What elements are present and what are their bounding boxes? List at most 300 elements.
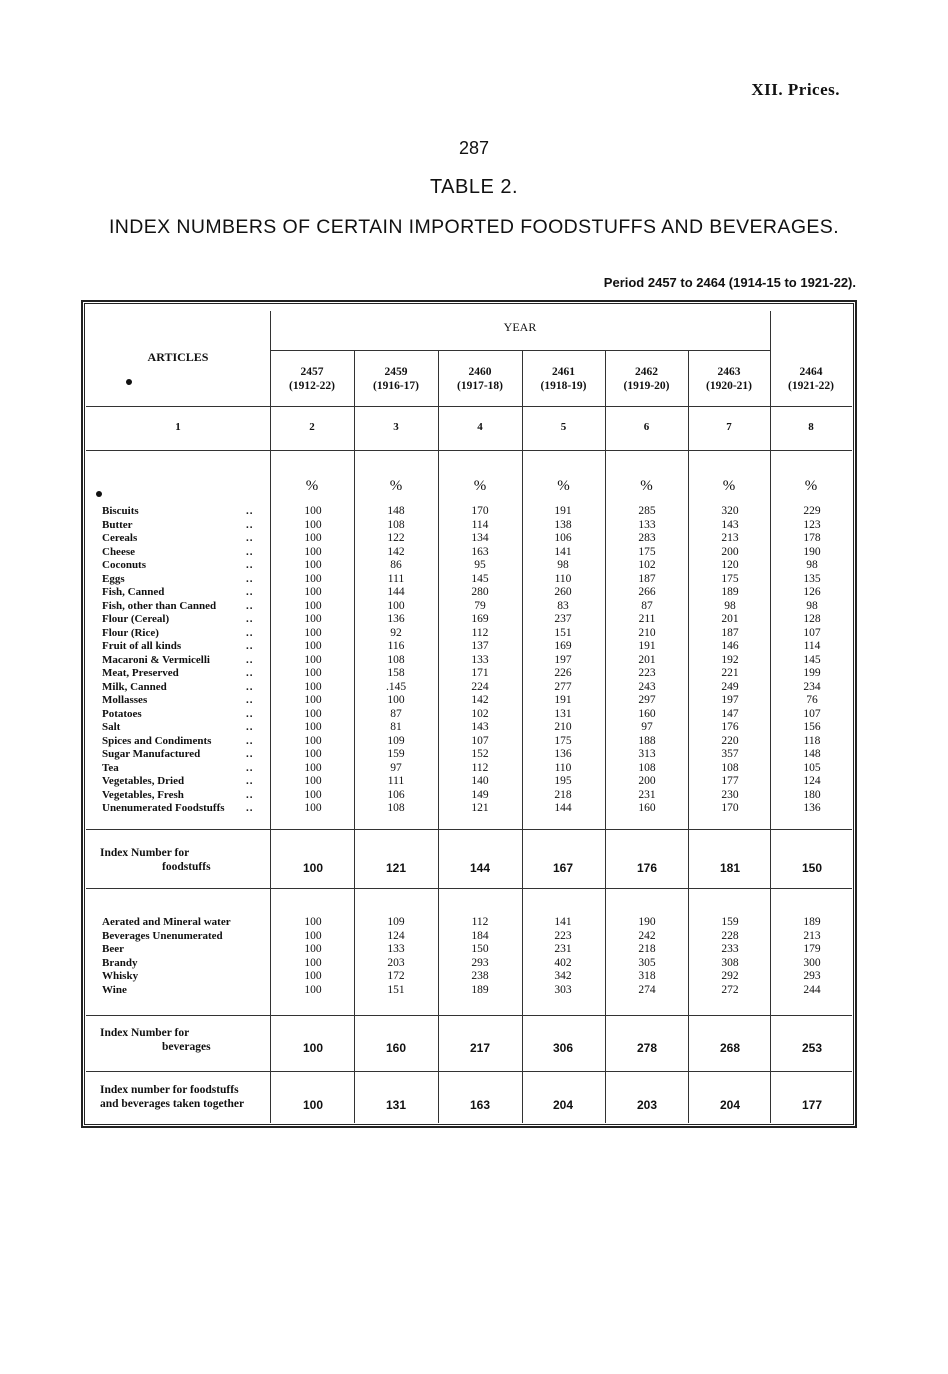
foodstuff-row-label: Tea	[102, 761, 119, 774]
leader-dots: ..	[246, 788, 254, 801]
foodstuff-row-value: 100	[304, 505, 322, 517]
foodstuffs-index-value: 150	[801, 861, 823, 875]
beverage-row-label: Brandy	[102, 956, 138, 969]
foodstuff-row-value: 128	[803, 613, 821, 625]
foodstuff-row-value: 81	[390, 721, 402, 733]
foodstuff-row-value: 105	[803, 761, 821, 774]
column-number: 1	[175, 421, 181, 433]
beverage-row-value: 141	[554, 916, 572, 928]
foodstuff-row-value: 187	[721, 626, 739, 639]
foodstuff-row-value: 142	[471, 694, 489, 706]
foodstuff-row-value: 140	[471, 775, 489, 787]
foodstuff-row-value: 175	[638, 545, 656, 558]
foodstuff-row-value: 100	[304, 532, 322, 544]
foodstuff-row-label: Eggs	[102, 572, 125, 585]
beverage-row-value: 100	[304, 956, 322, 969]
column-period: (1916-17)	[373, 380, 419, 392]
bullet-mark	[126, 379, 132, 385]
row-divider	[86, 829, 852, 830]
beverage-row-value: 112	[471, 916, 489, 928]
foodstuff-row-label: Cheese	[102, 545, 135, 558]
beverage-row-value: 213	[803, 929, 821, 942]
foodstuff-row-value: 226	[554, 667, 572, 679]
beverage-row-value: 100	[304, 983, 322, 996]
beverages-index-label-line2: beverages	[162, 1041, 211, 1053]
beverage-row-value: 402	[554, 956, 572, 969]
foodstuff-row-value: 100	[304, 680, 322, 693]
foodstuff-row-label: Salt	[102, 721, 121, 733]
beverage-row-label: Wine	[102, 983, 127, 996]
foodstuff-row-value: 100	[304, 559, 322, 571]
foodstuff-row-value: 112	[471, 626, 489, 639]
foodstuff-row-value: 159	[387, 748, 405, 760]
foodstuff-row-label: Potatoes	[102, 707, 142, 720]
leader-dots: ..	[246, 748, 254, 760]
foodstuff-row-value: 141	[554, 545, 572, 558]
foodstuff-row-value: 87	[390, 707, 402, 720]
foodstuff-row-value: 100	[387, 694, 405, 706]
foodstuff-row-value: 133	[471, 653, 489, 666]
beverage-row-label: Whisky	[102, 970, 139, 982]
foodstuff-row-value: 137	[471, 640, 489, 652]
foodstuff-row-value: 313	[638, 748, 656, 760]
foodstuff-row-value: 100	[304, 788, 322, 801]
beverages-index-value: 253	[801, 1041, 823, 1055]
foodstuff-row-value: 86	[390, 559, 402, 571]
foodstuff-row-value: 223	[638, 667, 656, 679]
foodstuff-row-value: 142	[387, 545, 405, 558]
foodstuff-row-value: 151	[554, 626, 572, 639]
foodstuff-row-value: 131	[554, 707, 572, 720]
leader-dots: ..	[246, 599, 254, 612]
foodstuff-row-value: 320	[721, 505, 739, 517]
foodstuff-row-value: 175	[554, 734, 572, 747]
foodstuff-row-value: 135	[803, 572, 821, 585]
foodstuff-row-value: 126	[803, 586, 821, 598]
foodstuff-row-value: 136	[387, 613, 405, 625]
foodstuff-row-value: 100	[304, 667, 322, 679]
foodstuff-row-value: 178	[803, 532, 821, 544]
foodstuff-row-value: 100	[304, 734, 322, 747]
foodstuff-row-value: 177	[721, 775, 739, 787]
foodstuff-row-value: 143	[471, 721, 489, 733]
foodstuff-row-value: 118	[803, 734, 821, 747]
row-divider	[86, 450, 852, 451]
foodstuff-row-value: 152	[471, 748, 489, 760]
beverage-row-value: 223	[554, 929, 572, 942]
foodstuff-row-value: 92	[390, 626, 402, 639]
foodstuff-row-value: 100	[304, 586, 322, 598]
combined-index-value: 100	[302, 1098, 324, 1112]
foodstuff-row-value: 76	[806, 694, 818, 706]
foodstuff-row-value: 163	[471, 545, 489, 558]
foodstuff-row-value: 148	[803, 748, 821, 760]
column-period: (1920-21)	[706, 380, 752, 392]
foodstuff-row-value: 110	[554, 572, 572, 585]
foodstuff-row-value: 102	[638, 559, 656, 571]
foodstuff-row-value: 123	[803, 518, 821, 531]
foodstuff-row-value: 100	[304, 707, 322, 720]
foodstuff-row-value: 106	[554, 532, 572, 544]
foodstuff-row-value: 210	[554, 721, 572, 733]
row-divider	[270, 350, 770, 351]
foodstuff-row-value: 180	[803, 788, 821, 801]
beverage-row-value: 272	[721, 983, 739, 996]
column-number: 6	[643, 421, 650, 433]
foodstuff-row-value: 266	[638, 586, 656, 598]
beverage-row-value: 300	[803, 956, 821, 969]
foodstuff-row-value: 200	[721, 545, 739, 558]
leader-dots: ..	[246, 545, 254, 558]
combined-index-value: 177	[801, 1098, 823, 1112]
beverages-index-value: 268	[719, 1041, 741, 1055]
column-year: 2461	[552, 366, 575, 378]
foodstuff-row-value: 357	[721, 748, 739, 760]
beverages-index-value: 100	[302, 1041, 324, 1055]
foodstuff-row-value: 176	[721, 721, 739, 733]
foodstuff-row-label: Vegetables, Fresh	[102, 788, 184, 801]
beverage-row-value: 308	[721, 956, 739, 969]
foodstuff-row-value: 116	[387, 640, 405, 652]
column-number: 7	[726, 421, 732, 433]
beverage-row-value: 292	[721, 970, 739, 982]
leader-dots: ..	[246, 667, 254, 679]
leader-dots: ..	[246, 680, 254, 693]
main-title: INDEX NUMBERS OF CERTAIN IMPORTED FOODSTUFFS AND BEVERAGES.	[108, 216, 840, 238]
leader-dots: ..	[246, 532, 254, 544]
leader-dots: ..	[246, 640, 254, 652]
row-divider	[86, 406, 852, 407]
foodstuff-row-value: 285	[638, 505, 656, 517]
beverage-row-value: 184	[471, 929, 489, 942]
foodstuff-row-value: 100	[304, 613, 322, 625]
column-year: 2464	[799, 366, 823, 378]
leader-dots: ..	[246, 734, 254, 747]
foodstuff-row-value: 97	[390, 761, 402, 774]
foodstuff-row-value: 243	[638, 680, 656, 693]
beverage-row-value: 242	[638, 929, 656, 942]
combined-index-value: 163	[469, 1098, 491, 1112]
articles-header: ARTICLES	[147, 350, 209, 364]
beverage-row-value: 218	[638, 943, 656, 955]
foodstuff-row-value: 100	[304, 599, 322, 612]
foodstuff-row-label: Unenumerated Foodstuffs	[102, 802, 225, 814]
page-number: 287	[458, 138, 490, 158]
table-title: TABLE 2.	[429, 176, 519, 198]
foodstuff-row-value: 107	[803, 707, 821, 720]
foodstuff-row-value: 297	[638, 694, 656, 706]
beverage-row-value: 172	[387, 970, 405, 982]
beverage-row-value: 124	[387, 929, 405, 942]
foodstuff-row-value: 169	[554, 640, 572, 652]
foodstuff-row-value: 210	[638, 626, 656, 639]
column-year: 2459	[384, 366, 408, 378]
foodstuff-row-value: 200	[638, 775, 656, 787]
foodstuff-row-value: 221	[721, 667, 739, 679]
foodstuff-row-value: 148	[387, 505, 405, 517]
column-year: 2457	[300, 366, 324, 378]
beverages-index-label-line1: Index Number for	[100, 1027, 190, 1039]
row-divider	[86, 1071, 852, 1072]
foodstuffs-index-value: 121	[385, 861, 407, 875]
foodstuff-row-label: Vegetables, Dried	[102, 775, 185, 787]
leader-dots: ..	[246, 802, 254, 814]
foodstuff-row-value: 100	[304, 748, 322, 760]
leader-dots: ..	[246, 653, 254, 666]
foodstuffs-index-value: 144	[469, 861, 491, 875]
foodstuff-row-value: 230	[721, 788, 739, 801]
foodstuff-row-label: Mollasses	[102, 694, 148, 706]
foodstuff-row-value: 156	[803, 721, 821, 733]
leader-dots: ..	[246, 505, 254, 517]
foodstuff-row-label: Cereals	[102, 532, 138, 544]
foodstuff-row-value: 229	[803, 505, 821, 517]
foodstuff-row-value: 277	[554, 680, 572, 693]
foodstuff-row-value: 143	[721, 518, 739, 531]
foodstuff-row-value: 98	[806, 559, 818, 571]
foodstuff-row-value: 211	[638, 613, 656, 625]
foodstuff-row-value: 175	[721, 572, 739, 585]
beverage-row-value: 179	[803, 943, 821, 955]
beverage-row-label: Beverages Unenumerated	[102, 929, 223, 942]
foodstuff-row-value: 100	[304, 694, 322, 706]
beverage-row-value: 274	[638, 983, 656, 996]
percent-sign: %	[640, 478, 653, 494]
foodstuff-row-value: 124	[803, 775, 821, 787]
foodstuff-row-label: Flour (Rice)	[102, 626, 159, 639]
foodstuff-row-value: 100	[304, 761, 322, 774]
foodstuff-row-value: 112	[471, 761, 489, 774]
percent-sign: %	[389, 478, 403, 494]
foodstuff-row-value: 87	[641, 599, 653, 612]
foodstuff-row-value: 220	[721, 734, 739, 747]
period-label: Period 2457 to 2464 (1914-15 to 1921-22).	[603, 275, 856, 290]
foodstuff-row-value: .145	[385, 680, 407, 693]
percent-sign: %	[305, 478, 319, 494]
beverages-index-value: 160	[385, 1041, 407, 1055]
combined-index-value: 131	[385, 1098, 407, 1112]
foodstuff-row-value: 111	[387, 775, 405, 787]
foodstuff-row-value: 187	[638, 572, 656, 585]
leader-dots: ..	[246, 694, 254, 706]
foodstuff-row-value: 170	[471, 505, 489, 517]
foodstuff-row-label: Meat, Preserved	[102, 667, 179, 679]
combined-index-value: 204	[719, 1098, 741, 1112]
foodstuff-row-value: 136	[554, 748, 572, 760]
foodstuff-row-label: Spices and Condiments	[102, 734, 212, 747]
beverage-row-value: 293	[471, 956, 489, 969]
foodstuff-row-value: 188	[638, 734, 656, 747]
foodstuff-row-value: 280	[471, 586, 489, 598]
beverage-row-value: 342	[554, 970, 572, 982]
foodstuff-row-value: 95	[474, 559, 486, 571]
foodstuff-row-value: 79	[474, 599, 486, 612]
foodstuff-row-value: 108	[638, 761, 656, 774]
foodstuff-row-value: 144	[387, 586, 405, 598]
foodstuffs-index-value: 100	[302, 861, 324, 875]
foodstuff-row-value: 283	[638, 532, 656, 544]
column-divider	[354, 351, 355, 1123]
column-year: 2460	[468, 366, 492, 378]
foodstuff-row-value: 98	[806, 599, 818, 612]
foodstuff-row-label: Macaroni & Vermicelli	[102, 653, 210, 666]
foodstuff-row-value: 191	[554, 505, 572, 517]
foodstuff-row-label: Sugar Manufactured	[102, 748, 201, 760]
foodstuff-row-value: 192	[721, 653, 739, 666]
foodstuff-row-value: 121	[471, 802, 489, 814]
leader-dots: ..	[246, 518, 254, 531]
beverage-row-value: 100	[304, 943, 322, 955]
foodstuff-row-value: 122	[387, 532, 405, 544]
foodstuff-row-value: 100	[304, 802, 322, 814]
foodstuff-row-value: 158	[387, 667, 405, 679]
percent-sign: %	[557, 478, 570, 494]
column-number: 2	[309, 421, 315, 433]
foodstuffs-index-label-line1: Index Number for	[100, 847, 190, 859]
foodstuff-row-value: 260	[554, 586, 572, 598]
foodstuff-row-value: 191	[554, 694, 572, 706]
foodstuff-row-value: 138	[554, 518, 572, 531]
foodstuff-row-value: 144	[554, 802, 572, 814]
beverage-row-value: 231	[554, 943, 572, 955]
year-header: YEAR	[503, 320, 537, 334]
column-divider	[770, 311, 771, 1123]
column-year: 2463	[717, 366, 741, 378]
foodstuff-row-value: 102	[471, 707, 489, 720]
foodstuff-row-value: 100	[304, 626, 322, 639]
foodstuff-row-value: 100	[304, 545, 322, 558]
foodstuff-row-value: 100	[304, 775, 322, 787]
foodstuff-row-value: 201	[638, 653, 656, 666]
foodstuff-row-value: 108	[721, 761, 739, 774]
beverage-row-value: 150	[471, 943, 489, 955]
foodstuff-row-value: 97	[641, 721, 653, 733]
leader-dots: ..	[246, 613, 254, 625]
beverage-row-value: 189	[803, 916, 821, 928]
beverage-row-value: 159	[721, 916, 739, 928]
foodstuff-row-value: 249	[721, 680, 739, 693]
foodstuff-row-value: 133	[638, 518, 656, 531]
foodstuff-row-value: 108	[387, 653, 405, 666]
foodstuff-row-value: 171	[471, 667, 489, 679]
percent-sign: %	[722, 478, 736, 494]
foodstuff-row-value: 100	[304, 653, 322, 666]
column-period: (1921-22)	[788, 380, 834, 392]
foodstuff-row-value: 170	[721, 802, 739, 814]
foodstuff-row-value: 169	[471, 613, 489, 625]
foodstuff-row-value: 100	[304, 640, 322, 652]
row-divider	[86, 888, 852, 889]
foodstuff-row-value: 114	[471, 518, 489, 531]
foodstuff-row-label: Fish, Canned	[102, 586, 165, 598]
foodstuff-row-value: 107	[471, 734, 489, 747]
foodstuff-row-value: 110	[554, 761, 572, 774]
foodstuff-row-value: 111	[387, 572, 405, 585]
leader-dots: ..	[246, 559, 254, 571]
section-title: XII. Prices.	[751, 80, 840, 99]
foodstuff-row-value: 195	[554, 775, 572, 787]
foodstuff-row-value: 145	[471, 572, 489, 585]
beverage-row-value: 100	[304, 929, 322, 942]
foodstuff-row-value: 197	[721, 694, 739, 706]
beverages-index-value: 217	[469, 1041, 491, 1055]
foodstuff-row-value: 201	[721, 613, 739, 625]
foodstuff-row-value: 145	[803, 653, 821, 666]
foodstuff-row-value: 237	[554, 613, 572, 625]
foodstuff-row-label: Fruit of all kinds	[102, 640, 182, 652]
foodstuff-row-value: 100	[304, 572, 322, 585]
column-divider	[270, 311, 271, 1123]
foodstuff-row-value: 160	[638, 802, 656, 814]
foodstuff-row-value: 98	[724, 599, 736, 612]
column-number: 8	[808, 421, 814, 433]
beverage-row-value: 151	[387, 983, 405, 996]
foodstuff-row-value: 107	[803, 626, 821, 639]
beverage-row-label: Beer	[102, 943, 124, 955]
foodstuffs-index-value: 167	[552, 861, 574, 875]
leader-dots: ..	[246, 707, 254, 720]
beverage-row-label: Aerated and Mineral water	[102, 916, 231, 928]
foodstuff-row-value: 108	[387, 802, 405, 814]
foodstuff-row-label: Flour (Cereal)	[102, 613, 170, 625]
leader-dots: ..	[246, 572, 254, 585]
foodstuff-row-value: 100	[304, 721, 322, 733]
foodstuff-row-value: 100	[387, 599, 405, 612]
combined-index-value: 203	[636, 1098, 658, 1112]
beverage-row-value: 109	[387, 916, 405, 928]
column-divider	[688, 351, 689, 1123]
beverage-row-value: 244	[803, 983, 821, 996]
foodstuff-row-value: 224	[471, 680, 489, 693]
foodstuff-row-value: 231	[638, 788, 656, 801]
beverage-row-value: 303	[554, 983, 572, 996]
foodstuff-row-value: 197	[554, 653, 572, 666]
beverage-row-value: 233	[721, 943, 739, 955]
beverage-row-value: 100	[304, 916, 322, 928]
percent-sign: %	[804, 478, 818, 494]
column-period: (1917-18)	[457, 380, 503, 392]
combined-index-value: 204	[552, 1098, 574, 1112]
row-divider	[86, 1015, 852, 1016]
combined-index-label-line2: and beverages taken together	[100, 1098, 245, 1110]
beverage-row-value: 238	[471, 970, 489, 982]
foodstuff-row-value: 134	[471, 532, 489, 544]
beverage-row-value: 318	[638, 970, 656, 982]
foodstuff-row-value: 191	[638, 640, 656, 652]
column-number: 5	[560, 421, 567, 433]
foodstuff-row-value: 234	[803, 680, 821, 693]
combined-index-label-line1: Index number for foodstuffs	[100, 1084, 239, 1096]
foodstuff-row-value: 83	[557, 599, 569, 612]
leader-dots: ..	[246, 586, 254, 598]
foodstuff-row-value: 109	[387, 734, 405, 747]
column-period: (1918-19)	[540, 380, 587, 392]
foodstuff-row-value: 160	[638, 707, 656, 720]
foodstuff-row-value: 120	[721, 559, 739, 571]
foodstuff-row-label: Biscuits	[102, 505, 139, 517]
foodstuff-row-value: 218	[554, 788, 572, 801]
column-period: (1912-22)	[289, 380, 335, 392]
foodstuffs-index-label-line2: foodstuffs	[162, 861, 211, 873]
column-number: 4	[477, 421, 483, 433]
foodstuff-row-value: 100	[304, 518, 322, 531]
column-divider	[605, 351, 606, 1123]
foodstuff-row-value: 147	[721, 707, 739, 720]
foodstuff-row-value: 190	[803, 545, 821, 558]
foodstuff-row-value: 136	[803, 802, 821, 814]
foodstuff-row-label: Coconuts	[102, 559, 147, 571]
foodstuff-row-label: Milk, Canned	[102, 680, 167, 693]
